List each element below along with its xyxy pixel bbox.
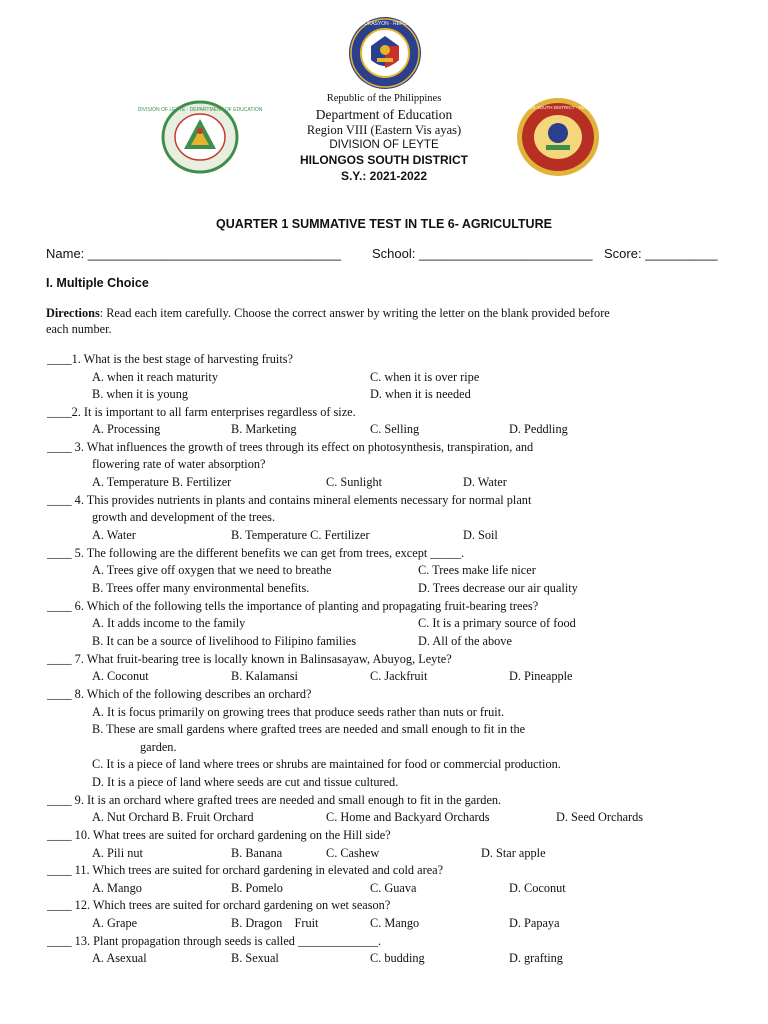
region-line: Region VIII (Eastern Vis ayas) — [306, 123, 462, 137]
q10-option-c: C. Cashew — [326, 846, 380, 860]
q1-option-d: D. when it is needed — [370, 387, 471, 401]
question-8: ____ 8. Which of the following describes an orchard? — [47, 687, 312, 701]
question-3-cont: flowering rate of water absorption? — [92, 457, 266, 471]
q4-option-d: D. Soil — [463, 528, 498, 542]
q6-option-c: C. It is a primary source of food — [418, 616, 576, 630]
school-year-line: S.Y.: 2021-2022 — [340, 169, 428, 183]
q9-option-ab: A. Nut Orchard B. Fruit Orchard — [92, 810, 254, 824]
q11-option-c: C. Guava — [370, 881, 417, 895]
q8-option-c: C. It is a piece of land where trees or shrubs are maintained for food or commercial production. — [92, 757, 561, 771]
leyte-seal-text: DIVISION OF LEYTE · DEPARTMENT OF EDUCATION — [137, 107, 263, 113]
q7-option-a: A. Coconut — [92, 669, 149, 683]
q8-option-b-cont: garden. — [140, 740, 177, 754]
q1-option-a: A. when it reach maturity — [92, 370, 219, 384]
q7-option-d: D. Pineapple — [509, 669, 573, 683]
q4-option-a: A. Water — [92, 528, 136, 542]
district-line: HILONGOS SOUTH DISTRICT — [300, 153, 468, 167]
question-7: ____ 7. What fruit-bearing tree is locally known in Balinsasayaw, Abuyog, Leyte? — [47, 652, 452, 666]
question-6: ____ 6. Which of the following tells the importance of planting and propagating fruit-bearing trees? — [47, 599, 539, 613]
q7-option-c: C. Jackfruit — [370, 669, 428, 683]
q5-option-d: D. Trees decrease our air quality — [418, 581, 578, 595]
q13-option-c: C. budding — [370, 951, 425, 965]
q10-option-a: A. Pili nut — [92, 846, 143, 860]
q9-option-c: C. Home and Backyard Orchards — [326, 810, 490, 824]
q8-option-d: D. It is a piece of land where seeds are cut and tissue cultured. — [92, 775, 399, 789]
q4-option-bc: B. Temperature C. Fertilizer — [231, 528, 370, 542]
q5-option-b: B. Trees offer many environmental benefits. — [92, 581, 310, 595]
q11-option-a: A. Mango — [92, 881, 142, 895]
question-12: ____ 12. Which trees are suited for orchard gardening on wet season? — [47, 898, 391, 912]
q7-option-b: B. Kalamansi — [231, 669, 298, 683]
q13-option-b: B. Sexual — [231, 951, 279, 965]
directions-text: : Read each item carefully. Choose the correct answer by writing the letter on the blank provided before — [99, 306, 610, 320]
q2-option-b: B. Marketing — [231, 422, 297, 436]
question-9: ____ 9. It is an orchard where grafted trees are needed and small enough to fit in the garden. — [47, 793, 502, 807]
q3-option-c: C. Sunlight — [326, 475, 383, 489]
school-field: School: ________________________ — [372, 246, 593, 261]
department-line: Department of Education — [315, 107, 453, 122]
deped-seal-text: KAGAWARAN NG EDUKASYON · REPUBLIKA NG PILIPINAS — [314, 21, 456, 27]
section-heading: I. Multiple Choice — [46, 276, 149, 290]
test-title: QUARTER 1 SUMMATIVE TEST IN TLE 6- AGRICULTURE — [216, 217, 552, 231]
question-4: ____ 4. This provides nutrients in plants and contains mineral elements necessary for normal plant — [47, 493, 532, 507]
question-13: ____ 13. Plant propagation through seeds is called _____________. — [47, 934, 382, 948]
division-line: DIVISION OF LEYTE — [329, 139, 439, 151]
question-1: ____1. What is the best stage of harvesting fruits? — [47, 352, 293, 366]
q6-option-a: A. It adds income to the family — [92, 616, 246, 630]
deped-seal — [314, 16, 456, 90]
q8-option-a: A. It is focus primarily on growing trees that produce seeds rather than nuts or fruit. — [92, 705, 505, 719]
q10-option-d: D. Star apple — [481, 846, 546, 860]
q1-option-b: B. when it is young — [92, 387, 188, 401]
question-2: ____2. It is important to all farm enterprises regardless of size. — [47, 405, 356, 419]
q2-option-a: A. Processing — [92, 422, 161, 436]
question-11: ____ 11. Which trees are suited for orchard gardening in elevated and cold area? — [47, 863, 444, 877]
q12-option-c: C. Mango — [370, 916, 420, 930]
q11-option-b: B. Pomelo — [231, 881, 283, 895]
directions-text-cont: each number. — [46, 322, 112, 336]
question-4-cont: growth and development of the trees. — [92, 510, 276, 524]
q3-option-ab: A. Temperature B. Fertilizer — [92, 475, 232, 489]
q1-option-c: C. when it is over ripe — [370, 370, 480, 384]
q9-option-d: D. Seed Orchards — [556, 810, 644, 824]
q5-option-c: C. Trees make life nicer — [418, 563, 536, 577]
q8-option-b: B. These are small gardens where grafted trees are needed and small enough to fit in the — [92, 722, 526, 736]
q2-option-c: C. Selling — [370, 422, 420, 436]
question-10: ____ 10. What trees are suited for orchard gardening on the Hill side? — [47, 828, 391, 842]
q2-option-d: D. Peddling — [509, 422, 568, 436]
question-5: ____ 5. The following are the different benefits we can get from trees, except _____. — [47, 546, 465, 560]
q11-option-d: D. Coconut — [509, 881, 566, 895]
q3-option-d: D. Water — [463, 475, 507, 489]
q12-option-d: D. Papaya — [509, 916, 560, 930]
directions-label: Directions — [46, 306, 100, 320]
score-field: Score: __________ — [604, 246, 718, 261]
district-seal-text: HILONGOS SOUTH DISTRICT · REGION VIII — [511, 105, 605, 110]
directions — [46, 306, 610, 321]
q10-option-b: B. Banana — [231, 846, 283, 860]
question-3: ____ 3. What influences the growth of trees through its effect on photosynthesis, transpiration, and — [47, 440, 534, 454]
name-field: Name: ___________________________________ — [46, 246, 341, 261]
q12-option-b: B. Dragon Fruit — [231, 916, 319, 930]
q13-option-d: D. grafting — [509, 951, 563, 965]
q12-option-a: A. Grape — [92, 916, 138, 930]
q5-option-a: A. Trees give off oxygen that we need to breathe — [92, 563, 332, 577]
republic-line: Republic of the Philippines — [326, 93, 442, 104]
q13-option-a: A. Asexual — [92, 951, 147, 965]
q6-option-b: B. It can be a source of livelihood to Filipino families — [92, 634, 356, 648]
q6-option-d: D. All of the above — [418, 634, 512, 648]
